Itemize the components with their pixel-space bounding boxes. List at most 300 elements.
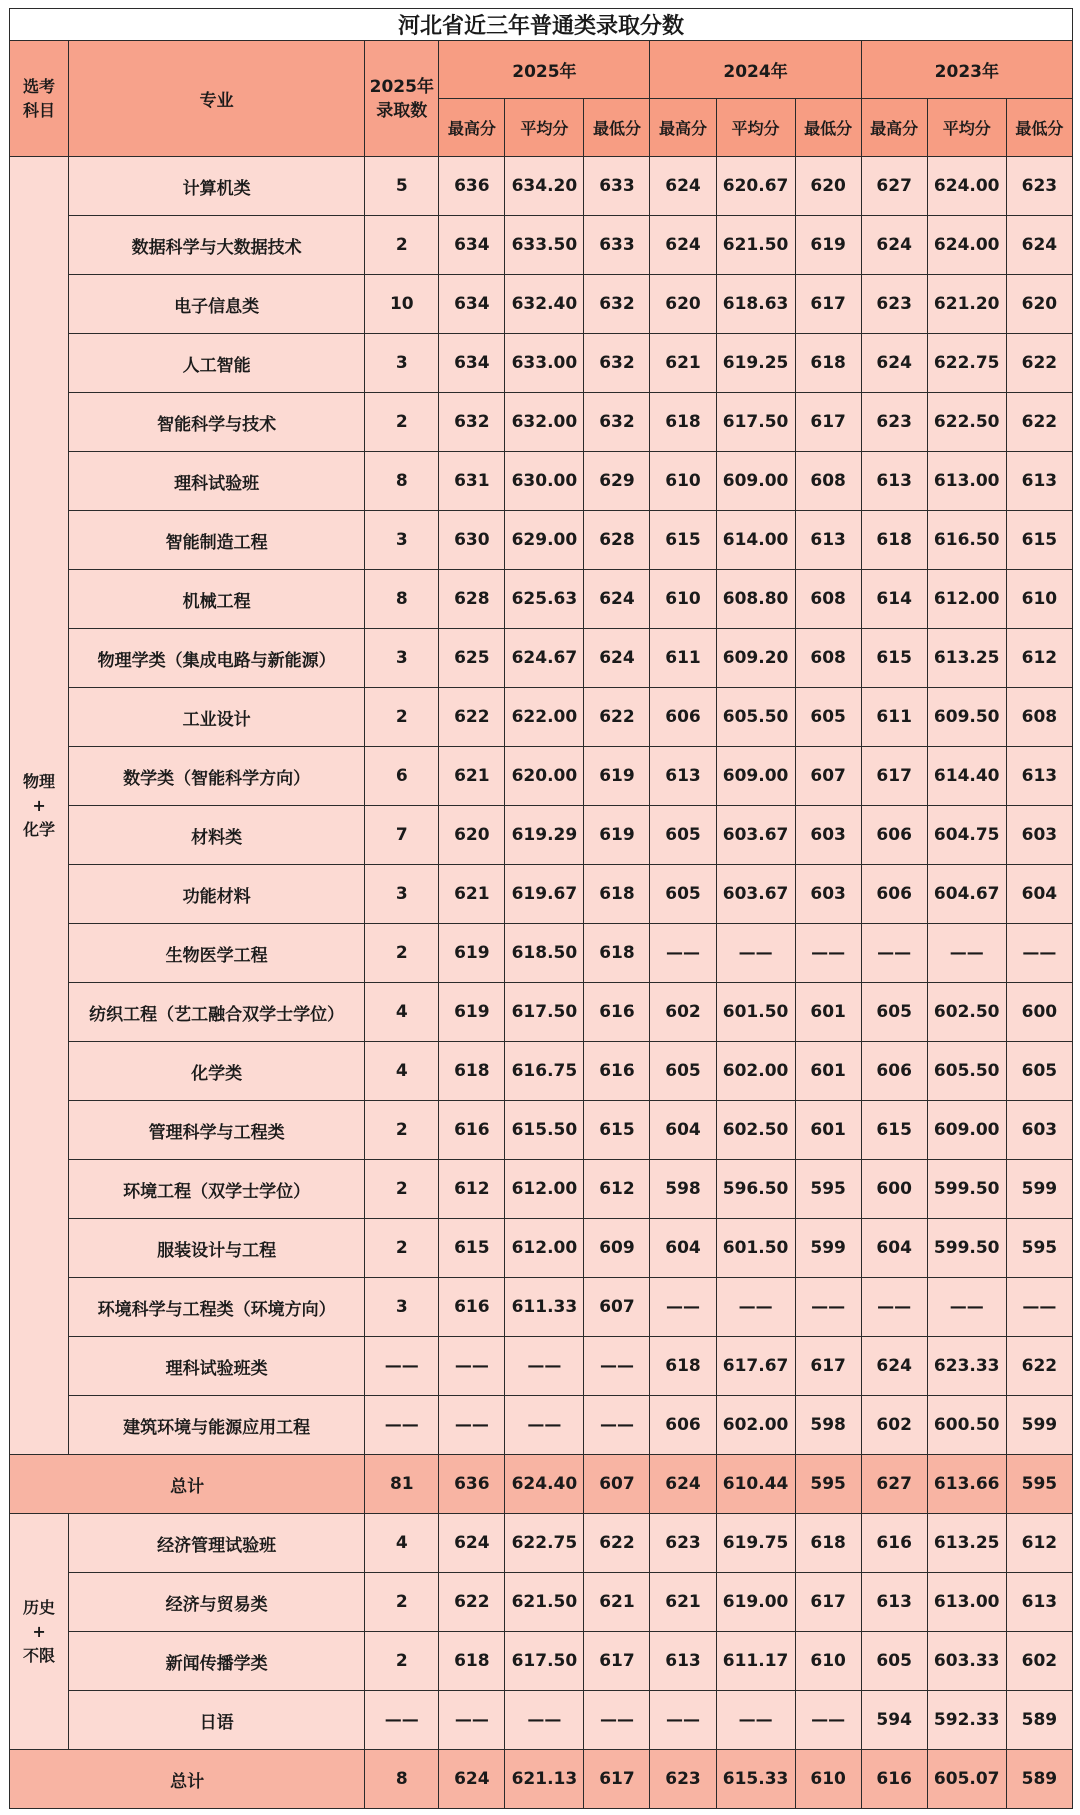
score-cell: 605.50 xyxy=(716,688,795,747)
score-cell: 619 xyxy=(584,806,650,865)
score-cell: —— xyxy=(1006,1278,1072,1337)
total-score-cell: 607 xyxy=(584,1455,650,1514)
major-name: 数据科学与大数据技术 xyxy=(69,216,365,275)
score-cell: 604 xyxy=(650,1101,716,1160)
table-row xyxy=(10,1219,1073,1278)
score-cell: 618 xyxy=(795,1514,861,1573)
score-cell: 616 xyxy=(584,1042,650,1101)
score-cell: 624 xyxy=(861,334,927,393)
score-cell: 618 xyxy=(650,393,716,452)
major-name: 化学类 xyxy=(69,1042,365,1101)
header-col-min-1: 最低分 xyxy=(795,99,861,157)
score-cell: 615 xyxy=(861,1101,927,1160)
header-col-max-2: 最高分 xyxy=(861,99,927,157)
total-score-cell: 624 xyxy=(650,1455,716,1514)
score-cell: 617.50 xyxy=(505,983,584,1042)
major-name: 管理科学与工程类 xyxy=(69,1101,365,1160)
score-cell: 624 xyxy=(861,216,927,275)
score-cell: 610 xyxy=(650,452,716,511)
score-cell: 617 xyxy=(584,1632,650,1691)
score-cell: 618 xyxy=(584,865,650,924)
score-cell: 609.50 xyxy=(927,688,1006,747)
table-row xyxy=(10,806,1073,865)
score-cell: 608 xyxy=(795,629,861,688)
score-cell: 624.00 xyxy=(927,216,1006,275)
score-cell: 618 xyxy=(584,924,650,983)
score-cell: 612.00 xyxy=(927,570,1006,629)
score-cell: 636 xyxy=(439,157,505,216)
score-cell: 599.50 xyxy=(927,1160,1006,1219)
table-row xyxy=(10,1632,1073,1691)
score-cell: —— xyxy=(439,1691,505,1750)
header-year-2023: 2023年 xyxy=(861,41,1072,99)
header-col-avg-0: 平均分 xyxy=(505,99,584,157)
admission-count: 7 xyxy=(365,806,439,865)
score-cell: 601.50 xyxy=(716,1219,795,1278)
score-cell: 601 xyxy=(795,1042,861,1101)
score-cell: 618.50 xyxy=(505,924,584,983)
admission-count: 2 xyxy=(365,1632,439,1691)
score-cell: 602.50 xyxy=(716,1101,795,1160)
score-cell: 621 xyxy=(650,334,716,393)
score-cell: 600 xyxy=(1006,983,1072,1042)
score-cell: 618 xyxy=(650,1337,716,1396)
score-cell: 622 xyxy=(439,688,505,747)
admission-count: 8 xyxy=(365,570,439,629)
score-cell: 603.33 xyxy=(927,1632,1006,1691)
score-cell: 619.67 xyxy=(505,865,584,924)
score-cell: 621 xyxy=(439,747,505,806)
table-row xyxy=(10,216,1073,275)
score-cell: 621 xyxy=(439,865,505,924)
score-cell: 633.50 xyxy=(505,216,584,275)
total-score-cell: 613.66 xyxy=(927,1455,1006,1514)
score-cell: 623 xyxy=(1006,157,1072,216)
score-cell: 611 xyxy=(861,688,927,747)
score-cell: 609.00 xyxy=(716,452,795,511)
major-name: 理科试验班类 xyxy=(69,1337,365,1396)
table-row xyxy=(10,275,1073,334)
score-cell: 622 xyxy=(1006,393,1072,452)
score-cell: 632 xyxy=(584,393,650,452)
score-cell: 611.33 xyxy=(505,1278,584,1337)
score-cell: 608.80 xyxy=(716,570,795,629)
score-cell: 618.63 xyxy=(716,275,795,334)
total-score-cell: 621.13 xyxy=(505,1750,584,1809)
score-cell: 623 xyxy=(861,393,927,452)
major-name: 计算机类 xyxy=(69,157,365,216)
table-row xyxy=(10,1042,1073,1101)
major-name: 新闻传播学类 xyxy=(69,1632,365,1691)
score-cell: 617 xyxy=(795,1573,861,1632)
table-row xyxy=(10,393,1073,452)
score-cell: 633 xyxy=(584,157,650,216)
score-cell: 613 xyxy=(795,511,861,570)
score-cell: 612 xyxy=(439,1160,505,1219)
score-cell: 615 xyxy=(439,1219,505,1278)
total-label: 总计 xyxy=(10,1455,365,1514)
score-cell: 624 xyxy=(650,157,716,216)
score-cell: —— xyxy=(650,1278,716,1337)
score-cell: —— xyxy=(716,1691,795,1750)
score-cell: 624.67 xyxy=(505,629,584,688)
score-cell: 622.00 xyxy=(505,688,584,747)
score-cell: 621 xyxy=(650,1573,716,1632)
score-cell: —— xyxy=(795,1691,861,1750)
admission-count: 2 xyxy=(365,1160,439,1219)
major-name: 纺织工程（艺工融合双学士学位） xyxy=(69,983,365,1042)
admission-count: —— xyxy=(365,1691,439,1750)
major-name: 经济管理试验班 xyxy=(69,1514,365,1573)
score-cell: 603 xyxy=(1006,1101,1072,1160)
score-cell: 618 xyxy=(439,1042,505,1101)
score-cell: 609.00 xyxy=(927,1101,1006,1160)
score-cell: 632 xyxy=(584,275,650,334)
score-cell: 610 xyxy=(795,1632,861,1691)
score-cell: —— xyxy=(584,1337,650,1396)
score-cell: 610 xyxy=(1006,570,1072,629)
score-cell: —— xyxy=(584,1396,650,1455)
table-row xyxy=(10,1101,1073,1160)
total-score-cell: 617 xyxy=(584,1750,650,1809)
table-row xyxy=(10,629,1073,688)
score-cell: 619 xyxy=(439,983,505,1042)
total-score-cell: 636 xyxy=(439,1455,505,1514)
major-name: 建筑环境与能源应用工程 xyxy=(69,1396,365,1455)
score-cell: 627 xyxy=(861,157,927,216)
score-cell: 605 xyxy=(795,688,861,747)
header-col-max-1: 最高分 xyxy=(650,99,716,157)
total-count: 8 xyxy=(365,1750,439,1809)
score-cell: 605 xyxy=(861,1632,927,1691)
score-cell: 624 xyxy=(584,570,650,629)
score-cell: 604 xyxy=(1006,865,1072,924)
score-cell: —— xyxy=(505,1337,584,1396)
score-cell: 632 xyxy=(439,393,505,452)
score-table-container xyxy=(9,8,1073,1809)
admission-count: 3 xyxy=(365,865,439,924)
score-cell: 598 xyxy=(650,1160,716,1219)
score-cell: 616 xyxy=(439,1278,505,1337)
score-cell: 613 xyxy=(1006,452,1072,511)
admission-count: 4 xyxy=(365,983,439,1042)
major-name: 智能制造工程 xyxy=(69,511,365,570)
major-name: 人工智能 xyxy=(69,334,365,393)
score-cell: 608 xyxy=(1006,688,1072,747)
score-cell: 612 xyxy=(584,1160,650,1219)
score-cell: 617.67 xyxy=(716,1337,795,1396)
total-row xyxy=(10,1750,1073,1809)
score-cell: 599 xyxy=(795,1219,861,1278)
subject-group-label: 物理 + 化学 xyxy=(10,157,69,1455)
total-score-cell: 610 xyxy=(795,1750,861,1809)
score-cell: 622 xyxy=(1006,1337,1072,1396)
score-cell: —— xyxy=(927,924,1006,983)
score-cell: 609 xyxy=(584,1219,650,1278)
score-cell: 612 xyxy=(1006,1514,1072,1573)
major-name: 环境科学与工程类（环境方向） xyxy=(69,1278,365,1337)
score-cell: 600.50 xyxy=(927,1396,1006,1455)
score-cell: —— xyxy=(650,924,716,983)
score-cell: 613.25 xyxy=(927,629,1006,688)
score-cell: 613 xyxy=(650,747,716,806)
score-cell: 615 xyxy=(584,1101,650,1160)
major-name: 经济与贸易类 xyxy=(69,1573,365,1632)
score-cell: 589 xyxy=(1006,1691,1072,1750)
score-cell: 617 xyxy=(795,1337,861,1396)
score-cell: 613.25 xyxy=(927,1514,1006,1573)
score-cell: 628 xyxy=(439,570,505,629)
admission-count: 5 xyxy=(365,157,439,216)
score-cell: 605 xyxy=(650,806,716,865)
score-cell: 606 xyxy=(650,1396,716,1455)
score-cell: 595 xyxy=(1006,1219,1072,1278)
score-cell: 601 xyxy=(795,983,861,1042)
score-cell: 605 xyxy=(861,983,927,1042)
score-cell: 634.20 xyxy=(505,157,584,216)
score-cell: 604.67 xyxy=(927,865,1006,924)
admission-count: 3 xyxy=(365,334,439,393)
score-cell: —— xyxy=(439,1396,505,1455)
score-cell: —— xyxy=(795,924,861,983)
score-cell: 616.75 xyxy=(505,1042,584,1101)
score-cell: 621 xyxy=(584,1573,650,1632)
score-cell: 615 xyxy=(650,511,716,570)
score-cell: 619.25 xyxy=(716,334,795,393)
score-cell: 619.75 xyxy=(716,1514,795,1573)
score-cell: —— xyxy=(584,1691,650,1750)
score-cell: 606 xyxy=(861,806,927,865)
score-cell: 608 xyxy=(795,452,861,511)
score-cell: 614 xyxy=(861,570,927,629)
score-cell: 623 xyxy=(861,275,927,334)
admission-count: 10 xyxy=(365,275,439,334)
admission-count: 2 xyxy=(365,1219,439,1278)
score-cell: 620 xyxy=(795,157,861,216)
total-score-cell: 605.07 xyxy=(927,1750,1006,1809)
score-cell: 612.00 xyxy=(505,1219,584,1278)
table-row xyxy=(10,452,1073,511)
score-cell: 618 xyxy=(439,1632,505,1691)
score-cell: 604.75 xyxy=(927,806,1006,865)
header-count: 2025年 录取数 xyxy=(365,41,439,157)
score-cell: 605 xyxy=(1006,1042,1072,1101)
score-cell: 632 xyxy=(584,334,650,393)
score-cell: 605 xyxy=(650,1042,716,1101)
score-cell: 605.50 xyxy=(927,1042,1006,1101)
header-col-min-2: 最低分 xyxy=(1006,99,1072,157)
score-cell: 619.00 xyxy=(716,1573,795,1632)
score-cell: 599 xyxy=(1006,1160,1072,1219)
score-cell: 599.50 xyxy=(927,1219,1006,1278)
major-name: 材料类 xyxy=(69,806,365,865)
score-cell: 623 xyxy=(650,1514,716,1573)
score-cell: 633 xyxy=(584,216,650,275)
score-cell: 616 xyxy=(584,983,650,1042)
score-cell: 611 xyxy=(650,629,716,688)
score-cell: 624 xyxy=(650,216,716,275)
score-cell: 613 xyxy=(861,1573,927,1632)
score-cell: 634 xyxy=(439,216,505,275)
score-cell: 614.40 xyxy=(927,747,1006,806)
score-cell: 622 xyxy=(439,1573,505,1632)
table-row xyxy=(10,747,1073,806)
table-row xyxy=(10,983,1073,1042)
score-cell: 622.75 xyxy=(505,1514,584,1573)
major-name: 功能材料 xyxy=(69,865,365,924)
score-cell: 622 xyxy=(584,1514,650,1573)
score-cell: 617.50 xyxy=(716,393,795,452)
score-cell: 607 xyxy=(584,1278,650,1337)
major-name: 环境工程（双学士学位） xyxy=(69,1160,365,1219)
score-cell: 609.20 xyxy=(716,629,795,688)
admission-count: 3 xyxy=(365,511,439,570)
score-cell: 602 xyxy=(650,983,716,1042)
score-cell: 629.00 xyxy=(505,511,584,570)
score-cell: 595 xyxy=(795,1160,861,1219)
major-name: 电子信息类 xyxy=(69,275,365,334)
table-row xyxy=(10,1278,1073,1337)
header-major: 专业 xyxy=(69,41,365,157)
score-cell: 616.50 xyxy=(927,511,1006,570)
score-cell: 603.67 xyxy=(716,865,795,924)
score-cell: 596.50 xyxy=(716,1160,795,1219)
score-cell: 620.00 xyxy=(505,747,584,806)
score-cell: 612 xyxy=(1006,629,1072,688)
header-col-avg-2: 平均分 xyxy=(927,99,1006,157)
score-cell: 621.50 xyxy=(505,1573,584,1632)
score-cell: 612.00 xyxy=(505,1160,584,1219)
score-cell: 617 xyxy=(795,275,861,334)
score-cell: 602 xyxy=(1006,1632,1072,1691)
admission-count: 4 xyxy=(365,1042,439,1101)
score-cell: 629 xyxy=(584,452,650,511)
score-cell: 623.33 xyxy=(927,1337,1006,1396)
score-cell: —— xyxy=(716,1278,795,1337)
score-cell: 601.50 xyxy=(716,983,795,1042)
score-cell: 602 xyxy=(861,1396,927,1455)
score-cell: 606 xyxy=(650,688,716,747)
major-name: 生物医学工程 xyxy=(69,924,365,983)
total-row xyxy=(10,1455,1073,1514)
score-cell: 619.29 xyxy=(505,806,584,865)
score-cell: 613.00 xyxy=(927,1573,1006,1632)
total-label: 总计 xyxy=(10,1750,365,1809)
score-cell: 602.00 xyxy=(716,1042,795,1101)
score-cell: 602.50 xyxy=(927,983,1006,1042)
table-row xyxy=(10,511,1073,570)
score-cell: —— xyxy=(927,1278,1006,1337)
total-score-cell: 589 xyxy=(1006,1750,1072,1809)
score-cell: 606 xyxy=(861,865,927,924)
admission-count: 2 xyxy=(365,688,439,747)
table-row xyxy=(10,924,1073,983)
major-name: 物理学类（集成电路与新能源） xyxy=(69,629,365,688)
table-row xyxy=(10,334,1073,393)
score-cell: —— xyxy=(795,1278,861,1337)
total-score-cell: 610.44 xyxy=(716,1455,795,1514)
score-cell: —— xyxy=(505,1396,584,1455)
total-score-cell: 623 xyxy=(650,1750,716,1809)
admission-count: 3 xyxy=(365,629,439,688)
header-col-max-0: 最高分 xyxy=(439,99,505,157)
score-cell: 592.33 xyxy=(927,1691,1006,1750)
score-cell: 614.00 xyxy=(716,511,795,570)
header-col-min-0: 最低分 xyxy=(584,99,650,157)
score-cell: 604 xyxy=(650,1219,716,1278)
score-cell: 616 xyxy=(439,1101,505,1160)
score-cell: 611.17 xyxy=(716,1632,795,1691)
admission-count: 2 xyxy=(365,1573,439,1632)
score-cell: 616 xyxy=(861,1514,927,1573)
score-cell: 607 xyxy=(795,747,861,806)
total-score-cell: 627 xyxy=(861,1455,927,1514)
score-cell: 603.67 xyxy=(716,806,795,865)
score-cell: 620 xyxy=(1006,275,1072,334)
score-cell: 603 xyxy=(795,865,861,924)
score-cell: 605 xyxy=(650,865,716,924)
admission-count: 4 xyxy=(365,1514,439,1573)
score-cell: 622.50 xyxy=(927,393,1006,452)
header-col-avg-1: 平均分 xyxy=(716,99,795,157)
score-cell: 624 xyxy=(584,629,650,688)
score-cell: —— xyxy=(861,1278,927,1337)
score-cell: 619 xyxy=(439,924,505,983)
score-cell: 634 xyxy=(439,275,505,334)
table-row xyxy=(10,1160,1073,1219)
table-row xyxy=(10,1396,1073,1455)
major-name: 智能科学与技术 xyxy=(69,393,365,452)
score-cell: 619 xyxy=(584,747,650,806)
score-cell: 619 xyxy=(795,216,861,275)
score-cell: 613 xyxy=(861,452,927,511)
admission-count: 6 xyxy=(365,747,439,806)
table-row xyxy=(10,570,1073,629)
score-cell: 600 xyxy=(861,1160,927,1219)
score-cell: 618 xyxy=(861,511,927,570)
score-cell: 622 xyxy=(584,688,650,747)
score-cell: 620 xyxy=(650,275,716,334)
score-cell: 598 xyxy=(795,1396,861,1455)
total-score-cell: 616 xyxy=(861,1750,927,1809)
score-cell: 615.50 xyxy=(505,1101,584,1160)
header-year-2024: 2024年 xyxy=(650,41,861,99)
major-name: 机械工程 xyxy=(69,570,365,629)
score-cell: 624 xyxy=(1006,216,1072,275)
score-cell: 618 xyxy=(795,334,861,393)
admission-count: 3 xyxy=(365,1278,439,1337)
score-table xyxy=(9,8,1073,1809)
score-cell: 621.50 xyxy=(716,216,795,275)
score-cell: 615 xyxy=(861,629,927,688)
score-cell: 628 xyxy=(584,511,650,570)
table-row xyxy=(10,688,1073,747)
major-name: 工业设计 xyxy=(69,688,365,747)
score-cell: 625.63 xyxy=(505,570,584,629)
subject-group-label: 历史 + 不限 xyxy=(10,1514,69,1750)
score-cell: —— xyxy=(861,924,927,983)
score-cell: 613 xyxy=(1006,747,1072,806)
score-cell: 632.40 xyxy=(505,275,584,334)
total-score-cell: 624.40 xyxy=(505,1455,584,1514)
table-title: 河北省近三年普通类录取分数 xyxy=(10,9,1073,41)
score-cell: 603 xyxy=(795,806,861,865)
score-cell: 631 xyxy=(439,452,505,511)
table-row xyxy=(10,157,1073,216)
major-name: 日语 xyxy=(69,1691,365,1750)
score-cell: 601 xyxy=(795,1101,861,1160)
major-name: 服装设计与工程 xyxy=(69,1219,365,1278)
